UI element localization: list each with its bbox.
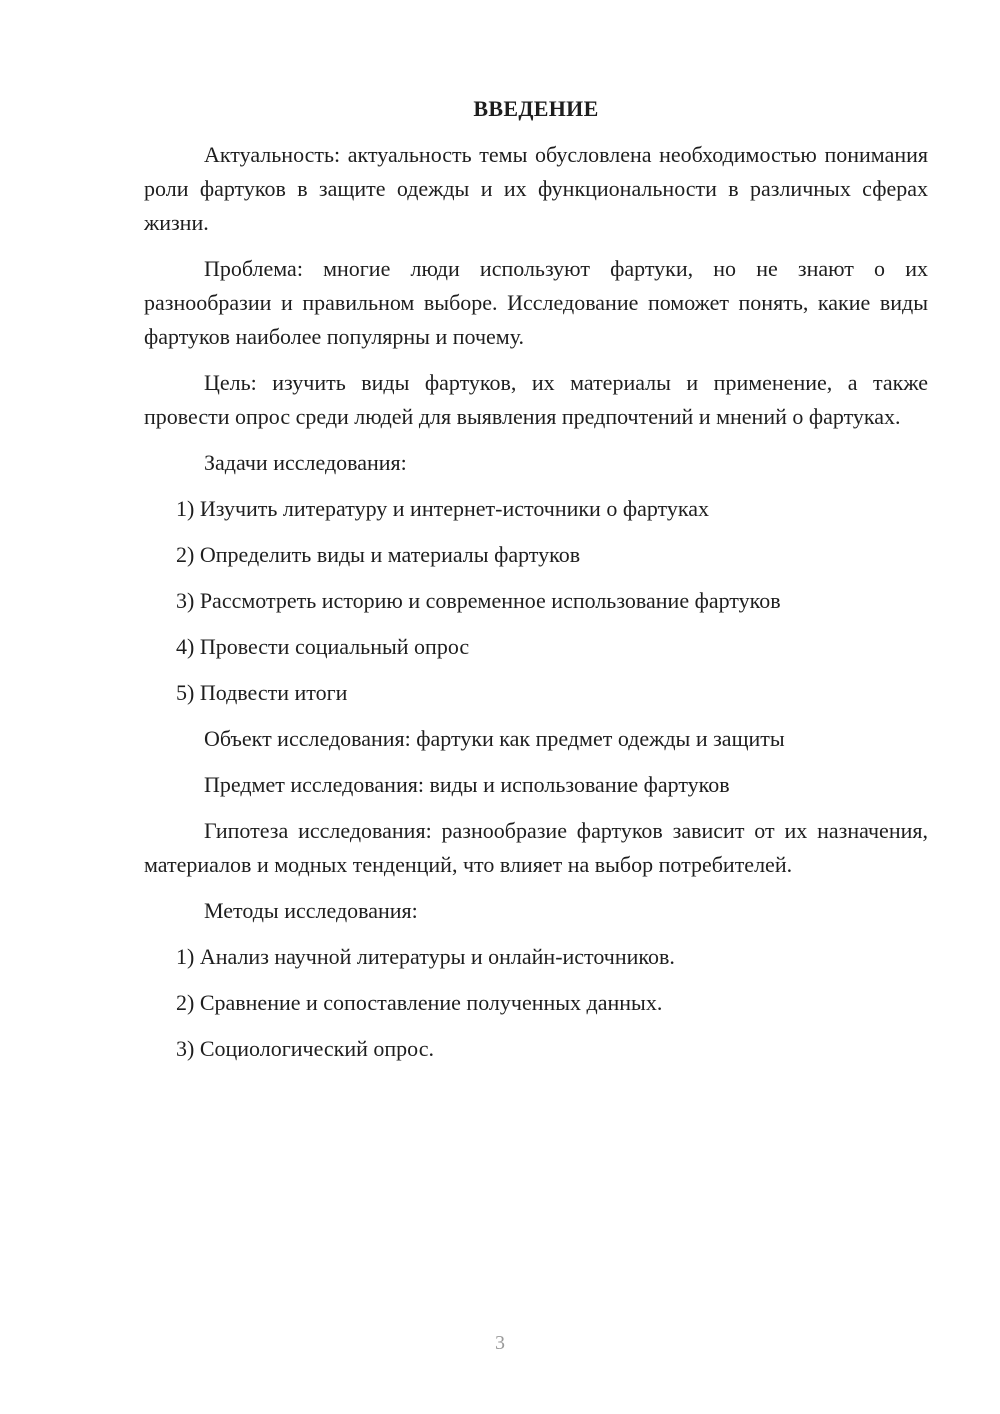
task-item: 4) Провести социальный опрос [176, 634, 470, 659]
relevance-paragraph: Актуальность: актуальность темы обусловлена необходимостью понимания роли фартуков в защите одежды и их функциональности в различных сферах жизни. [144, 142, 928, 235]
goal-paragraph: Цель: изучить виды фартуков, их материалы и применение, а также провести опрос среди людей для выявления предпочтений и мнений о фартуках. [144, 370, 928, 429]
task-item: 1) Изучить литературу и интернет-источники о фартуках [176, 496, 710, 521]
tasks-list [144, 492, 928, 710]
document-page [144, 92, 928, 1078]
subject-paragraph: Предмет исследования: виды и использование фартуков [204, 772, 730, 797]
method-item: 2) Сравнение и сопоставление полученных данных. [176, 990, 663, 1015]
section-title: ВВЕДЕНИЕ [473, 96, 599, 121]
task-item: 2) Определить виды и материалы фартуков [176, 542, 581, 567]
hypothesis-paragraph: Гипотеза исследования: разнообразие фартуков зависит от их назначения, материалов и модных тенденций, что влияет на выбор потребителей. [144, 818, 928, 877]
method-item: 3) Социологический опрос. [176, 1036, 434, 1061]
tasks-heading: Задачи исследования: [204, 450, 407, 475]
task-item: 5) Подвести итоги [176, 680, 348, 705]
method-item: 1) Анализ научной литературы и онлайн-источников. [176, 944, 675, 969]
object-paragraph: Объект исследования: фартуки как предмет одежды и защиты [204, 726, 785, 751]
methods-heading: Методы исследования: [204, 898, 418, 923]
task-item: 3) Рассмотреть историю и современное использование фартуков [176, 588, 781, 613]
problem-paragraph: Проблема: многие люди используют фартуки, но не знают о их разнообразии и правильном выборе. Исследование поможет понять, какие виды фартуков наиболее популярны и почему. [144, 256, 928, 349]
page-number: 3 [495, 1332, 505, 1354]
methods-list [144, 940, 928, 1066]
